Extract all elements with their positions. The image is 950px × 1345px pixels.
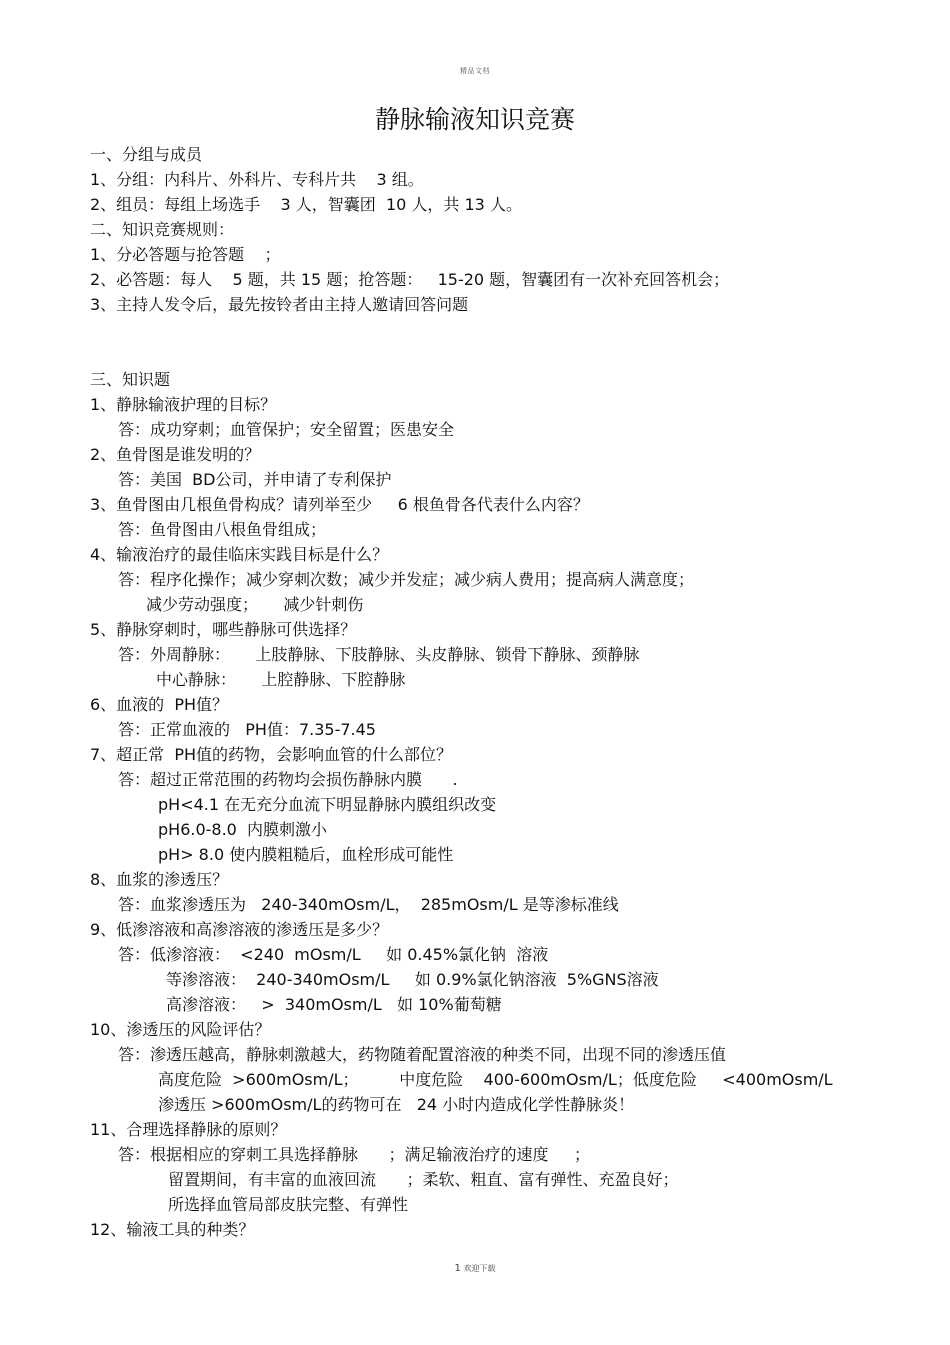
text-line: 7、超正常 PH值的药物，会影响血管的什么部位？ xyxy=(90,745,453,764)
text-line: 二、知识竞赛规则： xyxy=(90,220,235,239)
text-line: 11、合理选择静脉的原则？ xyxy=(90,1120,287,1139)
text-line: 高度危险 >600mOsm/L； 中度危险 400-600mOsm/L；低度危险 <400mOsm/L xyxy=(158,1070,833,1089)
text-line: 3、主持人发令后，最先按铃者由主持人邀请回答问题 xyxy=(90,295,469,314)
text-line: 2、鱼骨图是谁发明的？ xyxy=(90,445,261,464)
text-line: pH6.0-8.0 内膜刺激小 xyxy=(158,820,328,839)
text-line: 答：根据相应的穿刺工具选择静脉 ；满足输液治疗的速度 ； xyxy=(118,1145,590,1164)
text-line: 答：低渗溶液： <240 mOsm/L 如 0.45%氯化钠 溶液 xyxy=(118,945,549,964)
text-line: 2、必答题：每人 5 题，共 15 题；抢答题： 15-20 题，智囊团有一次补充回答机会； xyxy=(90,270,730,289)
text-line: pH> 8.0 使内膜粗糙后，血栓形成可能性 xyxy=(158,845,454,864)
text-line: 一、分组与成员 xyxy=(90,145,203,164)
text-line: 答：鱼骨图由八根鱼骨组成； xyxy=(118,520,327,539)
document-title: 静脉输液知识竞赛 xyxy=(374,105,575,134)
text-line: 9、低渗溶液和高渗溶液的渗透压是多少？ xyxy=(90,920,389,939)
text-line: 等渗溶液： 240-340mOsm/L 如 0.9%氯化钠溶液 5%GNS溶液 xyxy=(166,970,659,989)
text-line: 答：成功穿刺；血管保护；安全留置；医患安全 xyxy=(118,420,455,439)
text-line: 1、分组：内科片、外科片、专科片共 3 组。 xyxy=(90,170,424,189)
text-line: 答：程序化操作；减少穿刺次数；减少并发症；减少病人费用；提高病人满意度； xyxy=(118,570,695,589)
blank-line xyxy=(90,342,890,367)
text-line: 5、静脉穿刺时，哪些静脉可供选择？ xyxy=(90,620,357,639)
text-line: 留置期间，有丰富的血液回流 ；柔软、粗直、富有弹性、充盈良好； xyxy=(168,1170,679,1189)
text-line: 中心静脉： 上腔静脉、下腔静脉 xyxy=(156,670,406,689)
text-line: 答：血浆渗透压为 240-340mOsm/L， 285mOsm/L 是等渗标准线 xyxy=(118,895,619,914)
text-line: 答：外周静脉： 上肢静脉、下肢静脉、头皮静脉、锁骨下静脉、颈静脉 xyxy=(118,645,640,664)
text-line: 所选择血管局部皮肤完整、有弹性 xyxy=(168,1195,409,1214)
text-line: 2、组员：每组上场选手 3 人，智囊团 10 人，共 13 人。 xyxy=(90,195,522,214)
text-line: pH<4.1 在无充分血流下明显静脉内膜组织改变 xyxy=(158,795,497,814)
text-line: 12、输液工具的种类？ xyxy=(90,1220,255,1239)
page-footer xyxy=(0,1263,950,1274)
text-line: 渗透压 >600mOsm/L的药物可在 24 小时内造成化学性静脉炎！ xyxy=(158,1095,635,1114)
text-line: 答：渗透压越高，静脉刺激越大，药物随着配置溶液的种类不同，出现不同的渗透压值 xyxy=(118,1045,727,1064)
text-line: 4、输液治疗的最佳临床实践目标是什么？ xyxy=(90,545,389,564)
document-body xyxy=(90,142,890,1242)
text-line: 减少劳动强度； 减少针刺伤 xyxy=(146,595,364,614)
text-line: 答：超过正常范围的药物均会损伤静脉内膜 . xyxy=(118,770,458,789)
text-line: 三、知识题 xyxy=(90,370,171,389)
blank-line xyxy=(90,317,890,342)
text-line: 6、血液的 PH值？ xyxy=(90,695,229,714)
text-line: 10、渗透压的风险评估？ xyxy=(90,1020,271,1039)
page-header: 精品文档 xyxy=(460,67,490,75)
text-line: 1、静脉输液护理的目标？ xyxy=(90,395,277,414)
text-line: 3、鱼骨图由几根鱼骨构成？请列举至少 6 根鱼骨各代表什么内容？ xyxy=(90,495,589,514)
text-line: 8、血浆的渗透压？ xyxy=(90,870,229,889)
page-number: 1 xyxy=(454,1263,461,1274)
text-line: 高渗溶液： > 340mOsm/L 如 10%葡萄糖 xyxy=(166,995,502,1014)
footer-text: 欢迎下载 xyxy=(463,1264,496,1273)
text-line: 1、分必答题与抢答题 ； xyxy=(90,245,281,264)
text-line: 答：正常血液的 PH值：7.35-7.45 xyxy=(118,720,376,739)
text-line: 答：美国 BD公司，并申请了专利保护 xyxy=(118,470,392,489)
